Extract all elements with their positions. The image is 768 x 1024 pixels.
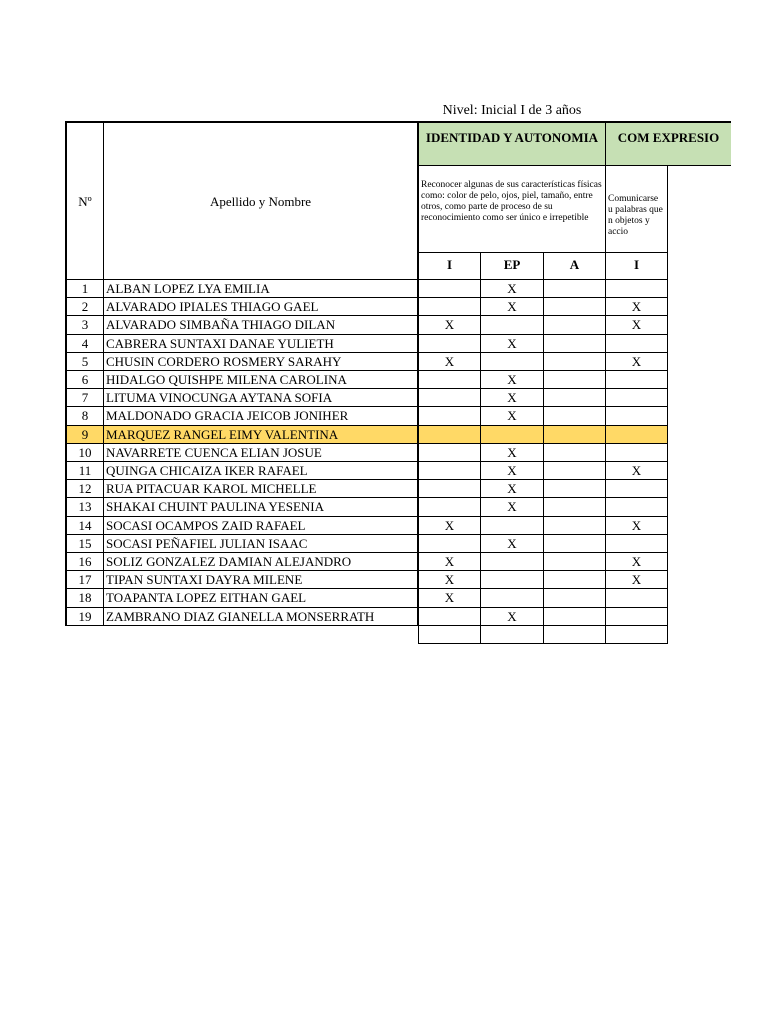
mark-cell — [481, 553, 544, 571]
mark-cell: X — [418, 517, 481, 535]
student-name: TOAPANTA LOPEZ EITHAN GAEL — [104, 589, 418, 607]
row-number: 4 — [65, 335, 104, 353]
header-number: Nº — [65, 121, 104, 280]
mark-cell — [418, 462, 481, 480]
row-number: 1 — [65, 280, 104, 298]
row-number: 6 — [65, 371, 104, 389]
row-number: 19 — [65, 608, 104, 626]
student-name: NAVARRETE CUENCA ELIAN JOSUE — [104, 444, 418, 462]
mark-cell — [544, 426, 606, 444]
mark-cell: X — [606, 316, 668, 334]
mark-cell: X — [481, 407, 544, 425]
mark-cell — [481, 571, 544, 589]
student-name: RUA PITACUAR KAROL MICHELLE — [104, 480, 418, 498]
mark-cell: X — [606, 298, 668, 316]
mark-cell: X — [481, 280, 544, 298]
mark-cell — [544, 407, 606, 425]
row-number: 7 — [65, 389, 104, 407]
student-name: SOLIZ GONZALEZ DAMIAN ALEJANDRO — [104, 553, 418, 571]
mark-cell — [544, 462, 606, 480]
mark-cell — [418, 371, 481, 389]
mark-cell: X — [481, 298, 544, 316]
student-name: SOCASI PEÑAFIEL JULIAN ISAAC — [104, 535, 418, 553]
group-description-comunicacion: Comunicarse u palabras que n objetos y accio — [606, 166, 668, 253]
mark-cell: X — [481, 498, 544, 516]
mark-cell — [418, 335, 481, 353]
student-name: ALVARADO SIMBAÑA THIAGO DILAN — [104, 316, 418, 334]
mark-cell: X — [418, 571, 481, 589]
mark-cell: X — [481, 535, 544, 553]
column-header-i: I — [418, 253, 481, 280]
column-header-i: I — [606, 253, 668, 280]
empty-mark-cell — [606, 626, 668, 644]
mark-cell: X — [481, 444, 544, 462]
mark-cell: X — [481, 389, 544, 407]
row-number: 14 — [65, 517, 104, 535]
level-title: Nivel: Inicial I de 3 años — [442, 103, 582, 118]
mark-cell: X — [418, 589, 481, 607]
mark-cell — [606, 480, 668, 498]
mark-cell — [544, 353, 606, 371]
row-number: 11 — [65, 462, 104, 480]
student-name: ALBAN LOPEZ LYA EMILIA — [104, 280, 418, 298]
mark-cell: X — [606, 462, 668, 480]
mark-cell — [544, 517, 606, 535]
mark-cell — [544, 498, 606, 516]
column-header-a: A — [544, 253, 606, 280]
mark-cell: X — [481, 480, 544, 498]
mark-cell — [481, 353, 544, 371]
mark-cell: X — [481, 371, 544, 389]
mark-cell — [418, 608, 481, 626]
mark-cell — [544, 608, 606, 626]
mark-cell — [606, 444, 668, 462]
mark-cell — [606, 608, 668, 626]
mark-cell — [544, 335, 606, 353]
student-name: QUINGA CHICAIZA IKER RAFAEL — [104, 462, 418, 480]
mark-cell — [418, 444, 481, 462]
mark-cell — [606, 498, 668, 516]
row-number: 9 — [65, 426, 104, 444]
mark-cell — [544, 480, 606, 498]
mark-cell — [544, 589, 606, 607]
mark-cell — [606, 389, 668, 407]
row-number: 18 — [65, 589, 104, 607]
mark-cell — [418, 407, 481, 425]
column-header-ep: EP — [481, 253, 544, 280]
row-number: 13 — [65, 498, 104, 516]
student-name: HIDALGO QUISHPE MILENA CAROLINA — [104, 371, 418, 389]
mark-cell — [606, 589, 668, 607]
mark-cell: X — [481, 608, 544, 626]
mark-cell — [418, 280, 481, 298]
group-title-comunicacion: COM EXPRESIO — [606, 121, 731, 166]
mark-cell: X — [606, 517, 668, 535]
mark-cell — [544, 389, 606, 407]
student-name: TIPAN SUNTAXI DAYRA MILENE — [104, 571, 418, 589]
student-name: LITUMA VINOCUNGA AYTANA SOFIA — [104, 389, 418, 407]
row-number: 10 — [65, 444, 104, 462]
student-name: ALVARADO IPIALES THIAGO GAEL — [104, 298, 418, 316]
row-number: 5 — [65, 353, 104, 371]
student-name: CABRERA SUNTAXI DANAE YULIETH — [104, 335, 418, 353]
mark-cell: X — [606, 553, 668, 571]
empty-mark-cell — [418, 626, 481, 644]
mark-cell — [544, 280, 606, 298]
mark-cell — [418, 535, 481, 553]
student-name: SHAKAI CHUINT PAULINA YESENIA — [104, 498, 418, 516]
mark-cell: X — [418, 316, 481, 334]
group-title-identidad: IDENTIDAD Y AUTONOMIA — [418, 121, 606, 166]
row-number: 17 — [65, 571, 104, 589]
row-number: 15 — [65, 535, 104, 553]
group-description-identidad: Reconocer algunas de sus características físicas como: color de pelo, ojos, piel, tamaño, entre otros, como parte de proceso de su reconocimiento como ser único e irrepetible — [418, 166, 606, 253]
mark-cell — [606, 426, 668, 444]
mark-cell — [418, 298, 481, 316]
row-number: 16 — [65, 553, 104, 571]
mark-cell — [606, 535, 668, 553]
empty-mark-cell — [544, 626, 606, 644]
mark-cell — [481, 316, 544, 334]
row-number: 12 — [65, 480, 104, 498]
empty-mark-cell — [481, 626, 544, 644]
mark-cell — [544, 316, 606, 334]
student-name: SOCASI OCAMPOS ZAID RAFAEL — [104, 517, 418, 535]
mark-cell — [606, 335, 668, 353]
mark-cell — [606, 407, 668, 425]
mark-cell — [544, 371, 606, 389]
mark-cell: X — [606, 571, 668, 589]
mark-cell — [606, 280, 668, 298]
student-name: CHUSIN CORDERO ROSMERY SARAHY — [104, 353, 418, 371]
mark-cell — [544, 553, 606, 571]
row-number: 2 — [65, 298, 104, 316]
student-name: MALDONADO GRACIA JEICOB JONIHER — [104, 407, 418, 425]
mark-cell — [544, 444, 606, 462]
student-name: ZAMBRANO DIAZ GIANELLA MONSERRATH — [104, 608, 418, 626]
mark-cell — [481, 517, 544, 535]
mark-cell: X — [606, 353, 668, 371]
mark-cell — [418, 480, 481, 498]
mark-cell — [418, 389, 481, 407]
mark-cell — [544, 535, 606, 553]
mark-cell: X — [481, 462, 544, 480]
mark-cell — [418, 426, 481, 444]
mark-cell: X — [418, 353, 481, 371]
row-number: 3 — [65, 316, 104, 334]
mark-cell — [418, 498, 481, 516]
mark-cell — [544, 298, 606, 316]
mark-cell — [606, 371, 668, 389]
student-name: MARQUEZ RANGEL EIMY VALENTINA — [104, 426, 418, 444]
mark-cell — [544, 571, 606, 589]
mark-cell — [481, 589, 544, 607]
mark-cell: X — [418, 553, 481, 571]
header-name: Apellido y Nombre — [104, 121, 418, 280]
mark-cell: X — [481, 335, 544, 353]
row-number: 8 — [65, 407, 104, 425]
mark-cell — [481, 426, 544, 444]
